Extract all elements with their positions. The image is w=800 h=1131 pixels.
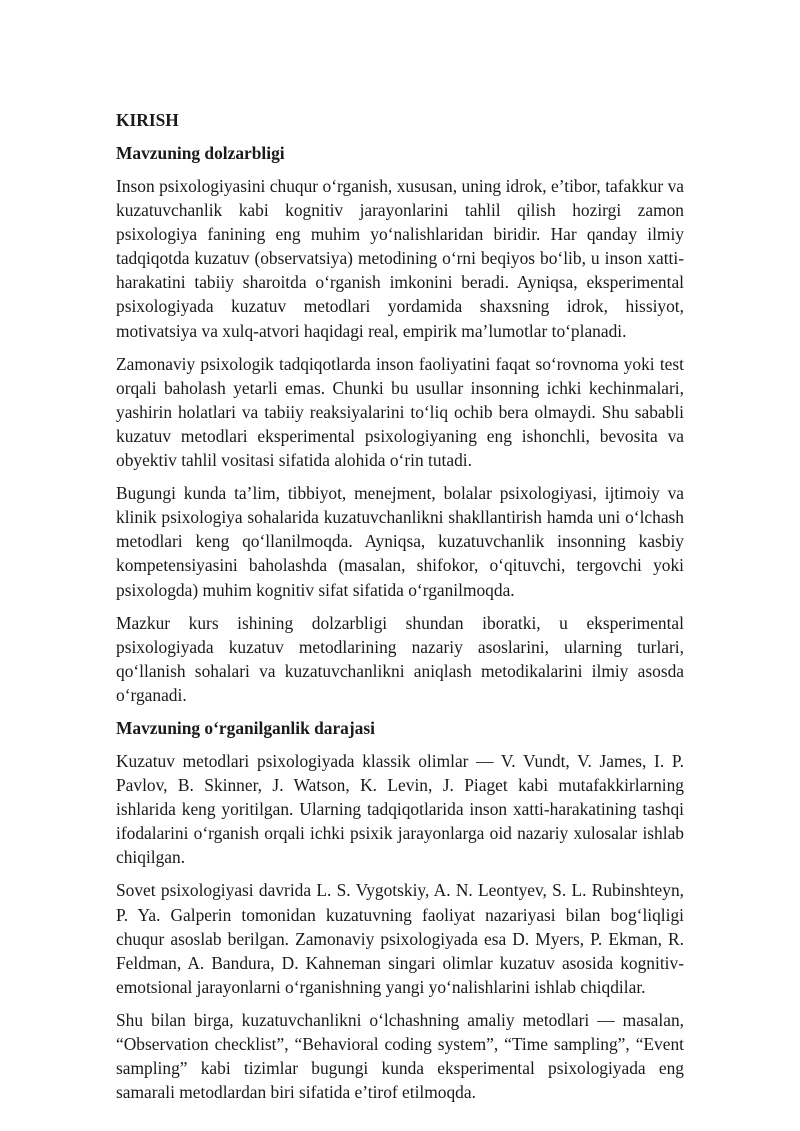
paragraph: Shu bilan birga, kuzatuvchanlikni o‘lchashning amaliy metodlari — masalan, “Observation checklist”, “Behavioral coding system”, “Time sampling”, “Event sampling” kabi tizimlar bugungi kunda eksperimental psixologiyada eng samarali metodlardan biri sifatida e’tirof etilmoqda. [116, 1009, 684, 1103]
paragraph: Inson psixologiyasini chuqur o‘rganish, xususan, uning idrok, e’tibor, tafakkur va kuzatuvchanlik kabi kognitiv jarayonlarini tahlil qilish hozirgi zamon psixologiya fanining eng muhim yo‘nalishlaridan biridir. Har qanday ilmiy tadqiqotda kuzatuv (observatsiya) metodining o‘rni beqiyos bo‘lib, u inson xatti-harakatini tabiiy sharoitda o‘rganish imkonini beradi. Ayniqsa, eksperimental psixologiyada kuzatuv metodlari yordamida shaxsning idrok, hissiyot, motivatsiya va xulq-atvori haqidagi real, empirik ma’lumotlar to‘planadi. [116, 176, 684, 341]
section-heading-study-level: Mavzuning o‘rganilganlik darajasi [116, 717, 375, 738]
document-page [116, 108, 684, 1113]
document-title: KIRISH [116, 110, 179, 130]
paragraph: Kuzatuv metodlari psixologiyada klassik olimlar — V. Vundt, V. James, I. P. Pavlov, B. Skinner, J. Watson, K. Levin, J. Piaget kabi mutafakkirlarning ishlarida keng yoritilgan. Ularning tadqiqotlarida inson xatti-harakatining tashqi ifodalarini o‘rganish orqali ichki psixik jarayonlarga oid nazariy xulosalar ishlab chiqilgan. [116, 750, 684, 868]
paragraph: Sovet psixologiyasi davrida L. S. Vygotskiy, A. N. Leontyev, S. L. Rubinshteyn, P. Ya. Galperin tomonidan kuzatuvning faoliyat nazariyasi bilan bog‘liqligi chuqur asoslab berilgan. Zamonaviy psixologiyada esa D. Myers, P. Ekman, R. Feldman, A. Bandura, D. Kahneman singari olimlar kuzatuv asosida kognitiv-emotsional jarayonlarni o‘rganishning yangi yo‘nalishlarini ishlab chiqdilar. [116, 880, 684, 997]
paragraph: Zamonaviy psixologik tadqiqotlarda inson faoliyatini faqat so‘rovnoma yoki test orqali baholash yetarli emas. Chunki bu usullar insonning ichki kechinmalari, yashirin holatlari va tabiiy reaksiyalarini to‘liq ochib bera olmaydi. Shu sababli kuzatuv metodlari eksperimental psixologiyaning eng ishonchli, bevosita va obyektiv tahlil vositasi sifatida alohida o‘rin tutadi. [116, 353, 684, 471]
paragraph: Mazkur kurs ishining dolzarbligi shundan iboratki, u eksperimental psixologiyada kuzatuv metodlarining nazariy asoslarini, ularning turlari, qo‘llanish sohalari va kuzatuvchanlikni aniqlash metodikalarini ilmiy asosda o‘rganadi. [116, 612, 684, 705]
paragraph: Bugungi kunda ta’lim, tibbiyot, menejment, bolalar psixologiyasi, ijtimoiy va klinik psixologiya sohalarida kuzatuvchanlikni shakllantirish hamda uni o‘lchash metodlari keng qo‘llanilmoqda. Ayniqsa, kuzatuvchanlik insonning kasbiy kompetensiyasini baholashda (masalan, shifokor, o‘qituvchi, tergovchi yoki psixologda) muhim kognitiv sifat sifatida o‘rganilmoqda. [116, 483, 684, 600]
section-heading-relevance: Mavzuning dolzarbligi [116, 143, 285, 163]
